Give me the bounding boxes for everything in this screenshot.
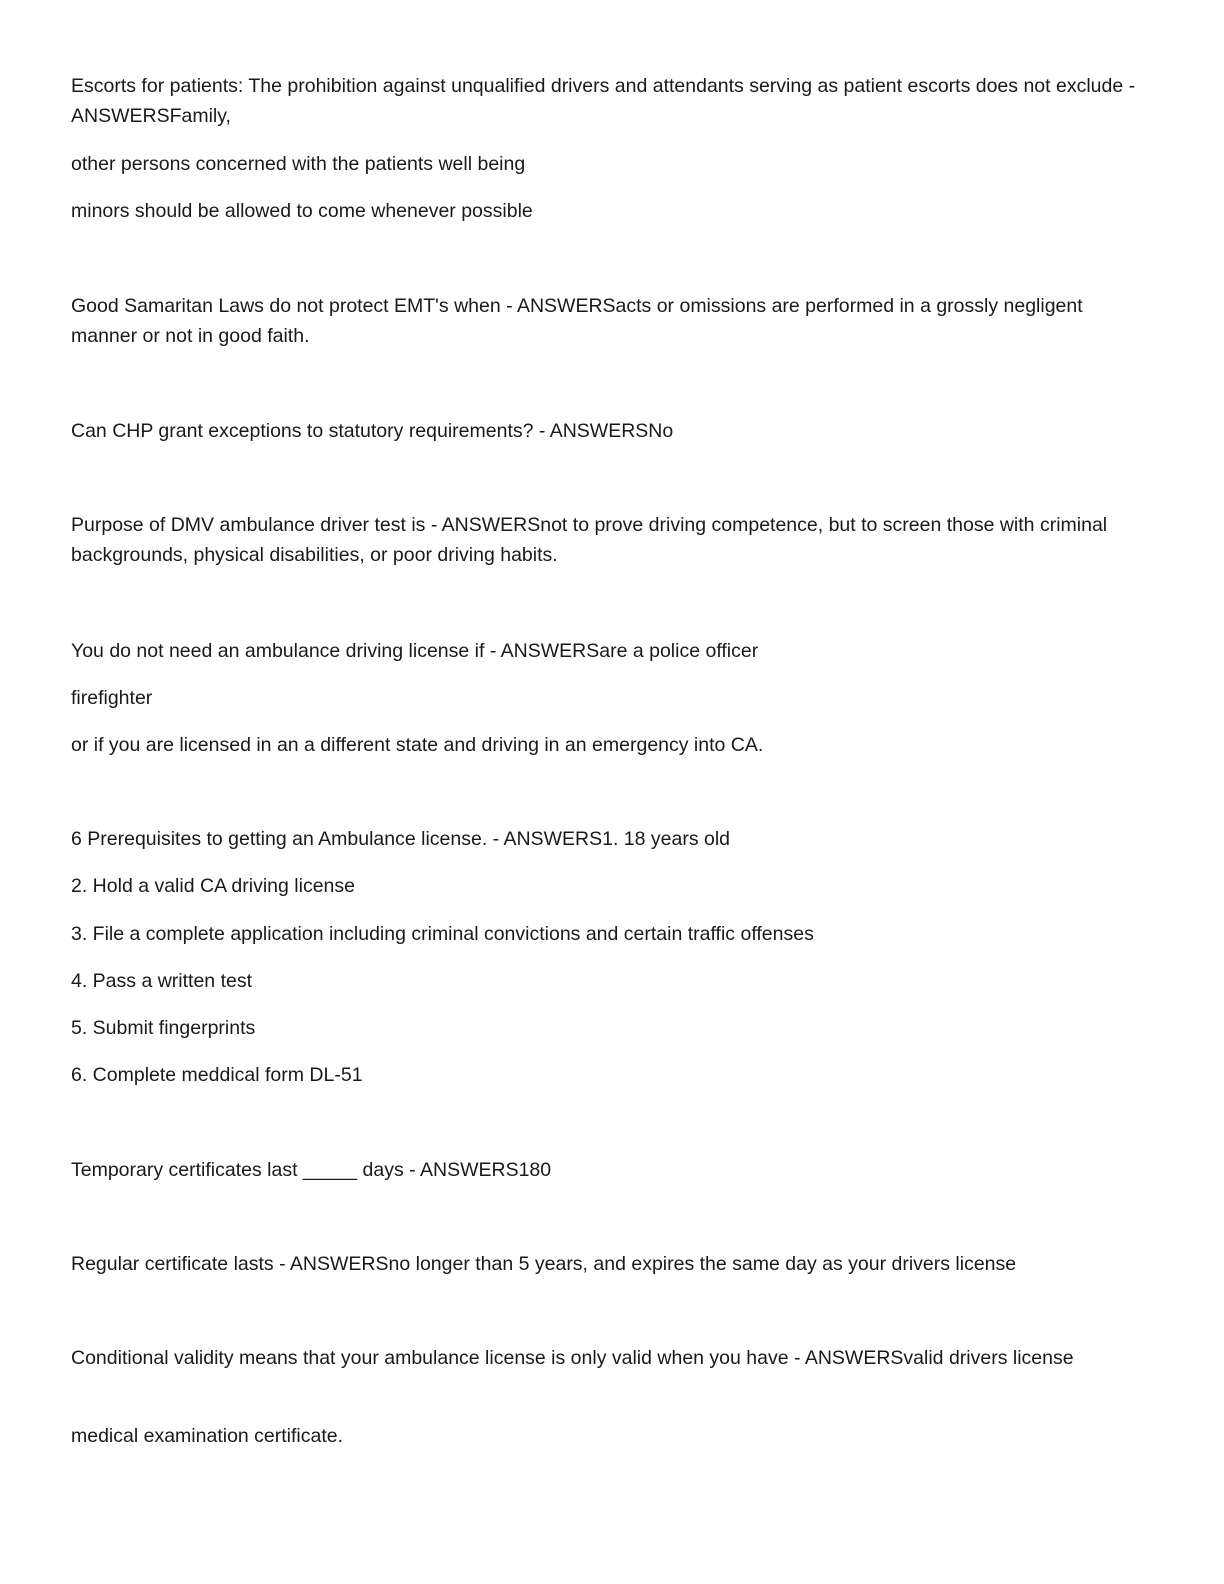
escorts-question-text: Escorts for patients: The prohibition against unqualified drivers and attendants serving as patient escorts does not exclude - ANSWERSFamily,	[71, 75, 1140, 127]
conditional-validity-line-2: medical examination certificate.	[71, 1425, 344, 1447]
prerequisite-item-2: 2. Hold a valid CA driving license	[71, 875, 355, 897]
no-license-question-text: You do not need an ambulance driving license if - ANSWERSare a police officer	[71, 640, 759, 662]
escorts-answer-line-3: minors should be allowed to come whenever possible	[71, 200, 533, 222]
temporary-certificate-text: Temporary certificates last _____ days - ANSWERS180	[71, 1159, 552, 1181]
prerequisites-question-text: 6 Prerequisites to getting an Ambulance license. - ANSWERS1. 18 years old	[71, 828, 731, 850]
prerequisite-item-5: 5. Submit fingerprints	[71, 1017, 256, 1039]
escorts-answer-line-2: other persons concerned with the patients well being	[71, 153, 526, 175]
prerequisite-item-6: 6. Complete meddical form DL-51	[71, 1064, 363, 1086]
regular-certificate-text: Regular certificate lasts - ANSWERSno longer than 5 years, and expires the same day as your drivers license	[71, 1253, 1017, 1275]
chp-text: Can CHP grant exceptions to statutory requirements? - ANSWERSNo	[71, 420, 674, 442]
no-license-answer-line-2: firefighter	[71, 687, 153, 709]
good-samaritan-text: Good Samaritan Laws do not protect EMT's when - ANSWERSacts or omissions are performed in a grossly negligent manner or not in good faith.	[71, 295, 1089, 347]
no-license-answer-line-3: or if you are licensed in an a different state and driving in an emergency into CA.	[71, 734, 764, 756]
conditional-validity-text: Conditional validity means that your ambulance license is only valid when you have - ANSWERSvalid drivers license	[71, 1347, 1074, 1369]
prerequisite-item-4: 4. Pass a written test	[71, 970, 252, 992]
dmv-test-text: Purpose of DMV ambulance driver test is - ANSWERSnot to prove driving competence, but to screen those with criminal backgrounds, physical disabilities, or poor driving habits.	[71, 514, 1113, 566]
prerequisite-item-3: 3. File a complete application including criminal convictions and certain traffic offenses	[71, 923, 814, 945]
